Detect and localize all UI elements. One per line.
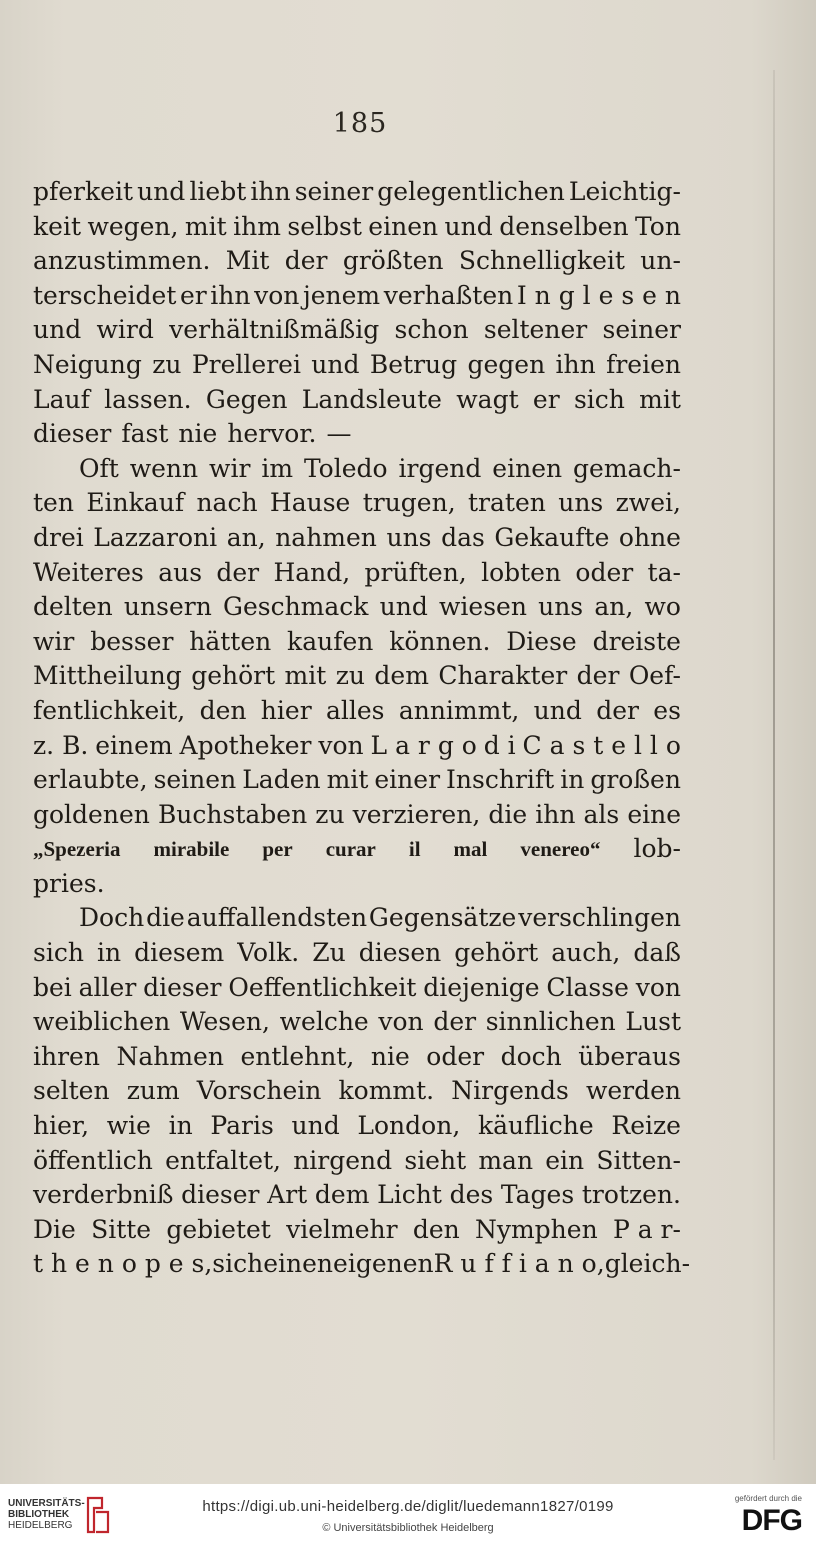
word: sich (212, 1249, 264, 1279)
word: Ton (635, 211, 681, 241)
word: nie (370, 1041, 410, 1071)
word: Toledo (303, 453, 388, 483)
word: zum (126, 1076, 180, 1106)
word: curar (325, 837, 376, 862)
word: delten (33, 592, 113, 622)
text-line (33, 521, 681, 556)
word: gemach- (573, 453, 681, 483)
word: Tages (500, 1180, 575, 1210)
word: welche (279, 1007, 369, 1037)
word: der (284, 246, 328, 276)
word: hier (260, 695, 312, 725)
word: uns (386, 522, 432, 552)
word: ta- (647, 557, 681, 587)
word: t h e n o p e s, (33, 1249, 213, 1279)
word: P a r- (612, 1214, 681, 1244)
word: verderbniß (33, 1180, 174, 1210)
word: Gegensätze (368, 903, 517, 933)
word: und (533, 695, 582, 725)
word: keit (33, 211, 81, 241)
word: Nymphen (474, 1214, 598, 1244)
word: Hause (269, 488, 351, 518)
text-line (33, 694, 681, 729)
word: zu (152, 349, 182, 379)
page-number: 185 (332, 108, 388, 139)
word: diesen (358, 938, 442, 968)
text-line (33, 1144, 681, 1179)
word: und (311, 349, 360, 379)
word: einem (95, 730, 173, 760)
word: der (576, 661, 620, 691)
word: irgend (398, 453, 482, 483)
word: pries. (33, 868, 105, 898)
word: eine (627, 799, 681, 829)
word: C a s t e l l o (522, 730, 681, 760)
word: hätten (189, 626, 272, 656)
word: einen (263, 1249, 334, 1279)
text-line (33, 971, 681, 1006)
word: anzustimmen. (33, 246, 211, 276)
word: prüften, (364, 557, 467, 587)
word: ihn (535, 799, 576, 829)
word: Vorschein (196, 1076, 322, 1106)
word: Schnelligkeit (458, 246, 625, 276)
word: er (532, 384, 560, 414)
text-line (33, 417, 681, 452)
word: von (378, 1007, 424, 1037)
word: diejenige (423, 972, 540, 1002)
word: wegen, (87, 211, 179, 241)
word: — (326, 419, 352, 449)
word: vielmehr (286, 1214, 398, 1244)
text-line (33, 1074, 681, 1109)
word: und (444, 211, 493, 241)
word: z. B. (33, 730, 89, 760)
word: einer (374, 765, 441, 795)
word: terscheidet (33, 280, 177, 310)
word: gehört (454, 938, 539, 968)
word: Paris (210, 1111, 274, 1141)
word: Oeffentlichkeit (228, 972, 417, 1002)
word: mit (326, 765, 369, 795)
word: schon (394, 315, 469, 345)
copyright-notice: © Universitätsbibliothek Heidelberg (322, 1522, 494, 1534)
word: Buchstaben (157, 799, 308, 829)
word: entfaltet, (165, 1145, 281, 1175)
word: mit (184, 211, 227, 241)
text-line (33, 1213, 681, 1248)
word: annimmt, (398, 695, 520, 725)
word: Inschrift (446, 765, 555, 795)
word: ihn (555, 349, 596, 379)
word: in (560, 765, 585, 795)
word: Doch (79, 903, 145, 933)
word: wie (106, 1111, 151, 1141)
word: selbst (287, 211, 362, 241)
word: Gekaufte (494, 522, 610, 552)
word: gleich- (604, 1249, 691, 1279)
word: trugen, (362, 488, 456, 518)
text-line (33, 383, 681, 418)
word: sich (573, 384, 625, 414)
word: uns (538, 592, 584, 622)
word: traten (468, 488, 546, 518)
word: hervor. (227, 419, 317, 449)
word: entlehnt, (240, 1041, 355, 1071)
word: Oft (79, 453, 119, 483)
funding-note: gefördert durch die (734, 1494, 802, 1503)
word: selten (33, 1076, 110, 1106)
word: und (291, 1111, 340, 1141)
word: lobten (481, 557, 562, 587)
word: Landsleute (301, 384, 442, 414)
word: der (216, 557, 260, 587)
word: den (199, 695, 247, 725)
word: mal (453, 837, 488, 862)
word: wiesen (439, 592, 527, 622)
text-line (33, 901, 681, 936)
word: mit (639, 384, 681, 414)
word: kommt. (338, 1076, 435, 1106)
word: es (653, 695, 681, 725)
text-line (33, 1247, 691, 1282)
text-line (33, 210, 681, 245)
word: goldenen (33, 799, 150, 829)
word: Lazzaroni (93, 522, 218, 552)
text-line (33, 244, 681, 279)
word: Reize (611, 1111, 681, 1141)
word: bei (33, 972, 72, 1002)
word: eigenen (333, 1249, 434, 1279)
word: von (635, 972, 681, 1002)
word: dieser (181, 1180, 260, 1210)
word: Zu (312, 938, 346, 968)
word: verschlingen (518, 903, 681, 933)
word: einen (368, 211, 439, 241)
word: per (262, 837, 293, 862)
word: überaus (578, 1041, 681, 1071)
word: pferkeit (33, 177, 133, 206)
word: lassen. (104, 384, 192, 414)
text-line (33, 832, 681, 867)
word: Mittheilung (33, 661, 182, 691)
word: aus (158, 557, 203, 587)
word: nirgend (293, 1145, 393, 1175)
word: der (433, 1007, 477, 1037)
text-line (33, 763, 681, 798)
word: verhältnißmäßig (169, 315, 380, 345)
word: nie (178, 419, 218, 449)
word: Volk. (237, 938, 300, 968)
word: dieser (33, 419, 112, 449)
word: Die (33, 1214, 76, 1244)
word: können. (389, 626, 491, 656)
word: seinen (153, 765, 237, 795)
word: Weiteres (33, 557, 144, 587)
word: oder (575, 557, 634, 587)
word: il (408, 837, 421, 862)
word: uns (558, 488, 604, 518)
word: drei (33, 522, 84, 552)
word: die (146, 903, 185, 933)
word: seiner (294, 177, 374, 206)
word: Classe (546, 972, 629, 1002)
word: dem (314, 1180, 370, 1210)
word: an, (226, 522, 266, 552)
word: sich (33, 938, 84, 968)
word: die (488, 799, 528, 829)
word: und (33, 315, 82, 345)
word: Oef- (628, 661, 681, 691)
text-line (33, 625, 681, 660)
text-line (33, 486, 681, 521)
text-line (33, 798, 681, 833)
word: aller (78, 972, 137, 1002)
word: Lauf (33, 384, 90, 414)
word: wo (644, 592, 681, 622)
word: nach (196, 488, 258, 518)
word: weiblichen (33, 1007, 171, 1037)
word: in (96, 938, 122, 968)
word: liebt (189, 177, 247, 206)
word: unsern (123, 592, 212, 622)
word: Betrug (369, 349, 458, 379)
word: ihn (210, 280, 251, 310)
word: trotzen. (581, 1180, 681, 1210)
word: sinnlichen (485, 1007, 616, 1037)
word: käufliche (477, 1111, 594, 1141)
word: fentlichkeit, (33, 695, 186, 725)
library-name-line2: BIBLIOTHEK (8, 1509, 70, 1520)
word: öffentlich (33, 1145, 153, 1175)
text-line (33, 590, 681, 625)
word: wenn (129, 453, 199, 483)
word: er (179, 280, 207, 310)
word: großen (590, 765, 681, 795)
word: den (412, 1214, 460, 1244)
word: Nirgends (451, 1076, 569, 1106)
word: erlaubte, (33, 765, 148, 795)
word: d i (483, 730, 516, 760)
word: Art (267, 1180, 308, 1210)
text-line (33, 313, 681, 348)
word: kaufen (287, 626, 374, 656)
word: zu (315, 799, 345, 829)
word: ihm (233, 211, 281, 241)
word: Prellerei (191, 349, 301, 379)
library-name-line3: HEIDELBERG (8, 1520, 73, 1531)
permalink-url[interactable]: https://digi.ub.uni-heidelberg.de/diglit/luedemann1827/0199 (202, 1498, 614, 1515)
word: un- (640, 246, 681, 276)
word: auffallendsten (186, 903, 368, 933)
word: dem (374, 661, 429, 691)
word: ein (545, 1145, 585, 1175)
word: größten (342, 246, 444, 276)
word: Neigung (33, 349, 142, 379)
word: in (168, 1111, 193, 1141)
word: Hand, (273, 557, 351, 587)
viewer-footer (0, 1484, 816, 1544)
text-line (33, 348, 681, 383)
word: auch, (551, 938, 621, 968)
word: verhaßten (383, 280, 514, 310)
word: von (254, 280, 300, 310)
word: sieht (404, 1145, 467, 1175)
word: L a r g o (370, 730, 477, 760)
word: „Spezeria (33, 837, 121, 862)
word: Licht (377, 1180, 442, 1210)
word: alles (325, 695, 385, 725)
word: als (583, 799, 620, 829)
text-line (33, 659, 681, 694)
word: wird (96, 315, 154, 345)
word: seiner (602, 315, 681, 345)
word: Apotheker (179, 730, 312, 760)
text-line (33, 936, 681, 971)
word: Lust (625, 1007, 681, 1037)
word: Sitte (91, 1214, 152, 1244)
word: Nahmen (116, 1041, 224, 1071)
word: mit (284, 661, 327, 691)
text-line (33, 1109, 681, 1144)
word: gehört (191, 661, 276, 691)
word: das (441, 522, 485, 552)
text-line (33, 729, 681, 764)
word: I n g l e s e n (516, 280, 681, 310)
word: Einkauf (86, 488, 185, 518)
word: an, (594, 592, 634, 622)
word: verzieren, (352, 799, 481, 829)
word: der (596, 695, 639, 725)
word: Geschmack (222, 592, 369, 622)
word: des (449, 1180, 494, 1210)
text-line (33, 452, 681, 487)
word: besser (90, 626, 174, 656)
text-line (33, 1040, 681, 1075)
word: gelegentlichen (377, 177, 565, 206)
word: im (261, 453, 294, 483)
word: Laden (242, 765, 321, 795)
word: Mit (225, 246, 270, 276)
word: und (379, 592, 428, 622)
word: jenem (302, 280, 381, 310)
word: hier, (33, 1111, 90, 1141)
word: oder (426, 1041, 485, 1071)
word: wir (33, 626, 75, 656)
word: Charakter (438, 661, 568, 691)
word: venereo“ (520, 837, 601, 862)
word: einen (492, 453, 563, 483)
word: dreiste (592, 626, 681, 656)
word: Sitten- (596, 1145, 681, 1175)
word: Gegen (205, 384, 288, 414)
word: zu (335, 661, 365, 691)
word: werden (585, 1076, 681, 1106)
text-line (33, 556, 681, 591)
word: seltener (483, 315, 588, 345)
word: wagt (456, 384, 519, 414)
text-line (33, 1178, 681, 1213)
library-name-line1: UNIVERSITÄTS- (8, 1498, 85, 1509)
word: Diese (506, 626, 577, 656)
word: zwei, (615, 488, 681, 518)
word: ihn (250, 177, 291, 206)
word: fast (121, 419, 169, 449)
word: Wesen, (179, 1007, 270, 1037)
word: ohne (618, 522, 681, 552)
word: ihren (33, 1041, 100, 1071)
text-line (33, 175, 681, 210)
body-text (33, 175, 691, 1282)
word: daß (633, 938, 681, 968)
word: gegen (467, 349, 546, 379)
word: diesem (134, 938, 225, 968)
page-fold-line (773, 70, 775, 1460)
dfg-logo[interactable]: DFG (741, 1504, 802, 1537)
word: und (137, 177, 186, 206)
text-line (33, 867, 681, 902)
word: von (318, 730, 364, 760)
word: wir (209, 453, 251, 483)
word: Leichtig- (568, 177, 681, 206)
text-line (33, 1005, 681, 1040)
word: London, (357, 1111, 461, 1141)
word: R u f f i a n o, (433, 1249, 605, 1279)
word: mirabile (153, 837, 230, 862)
text-line (33, 279, 681, 314)
word: nahmen (275, 522, 377, 552)
word: lob- (633, 834, 681, 864)
word: denselben (499, 211, 629, 241)
word: man (478, 1145, 534, 1175)
word: ten (33, 488, 74, 518)
word: gebietet (166, 1214, 271, 1244)
word: dieser (143, 972, 222, 1002)
word: doch (500, 1041, 562, 1071)
word: freien (606, 349, 681, 379)
